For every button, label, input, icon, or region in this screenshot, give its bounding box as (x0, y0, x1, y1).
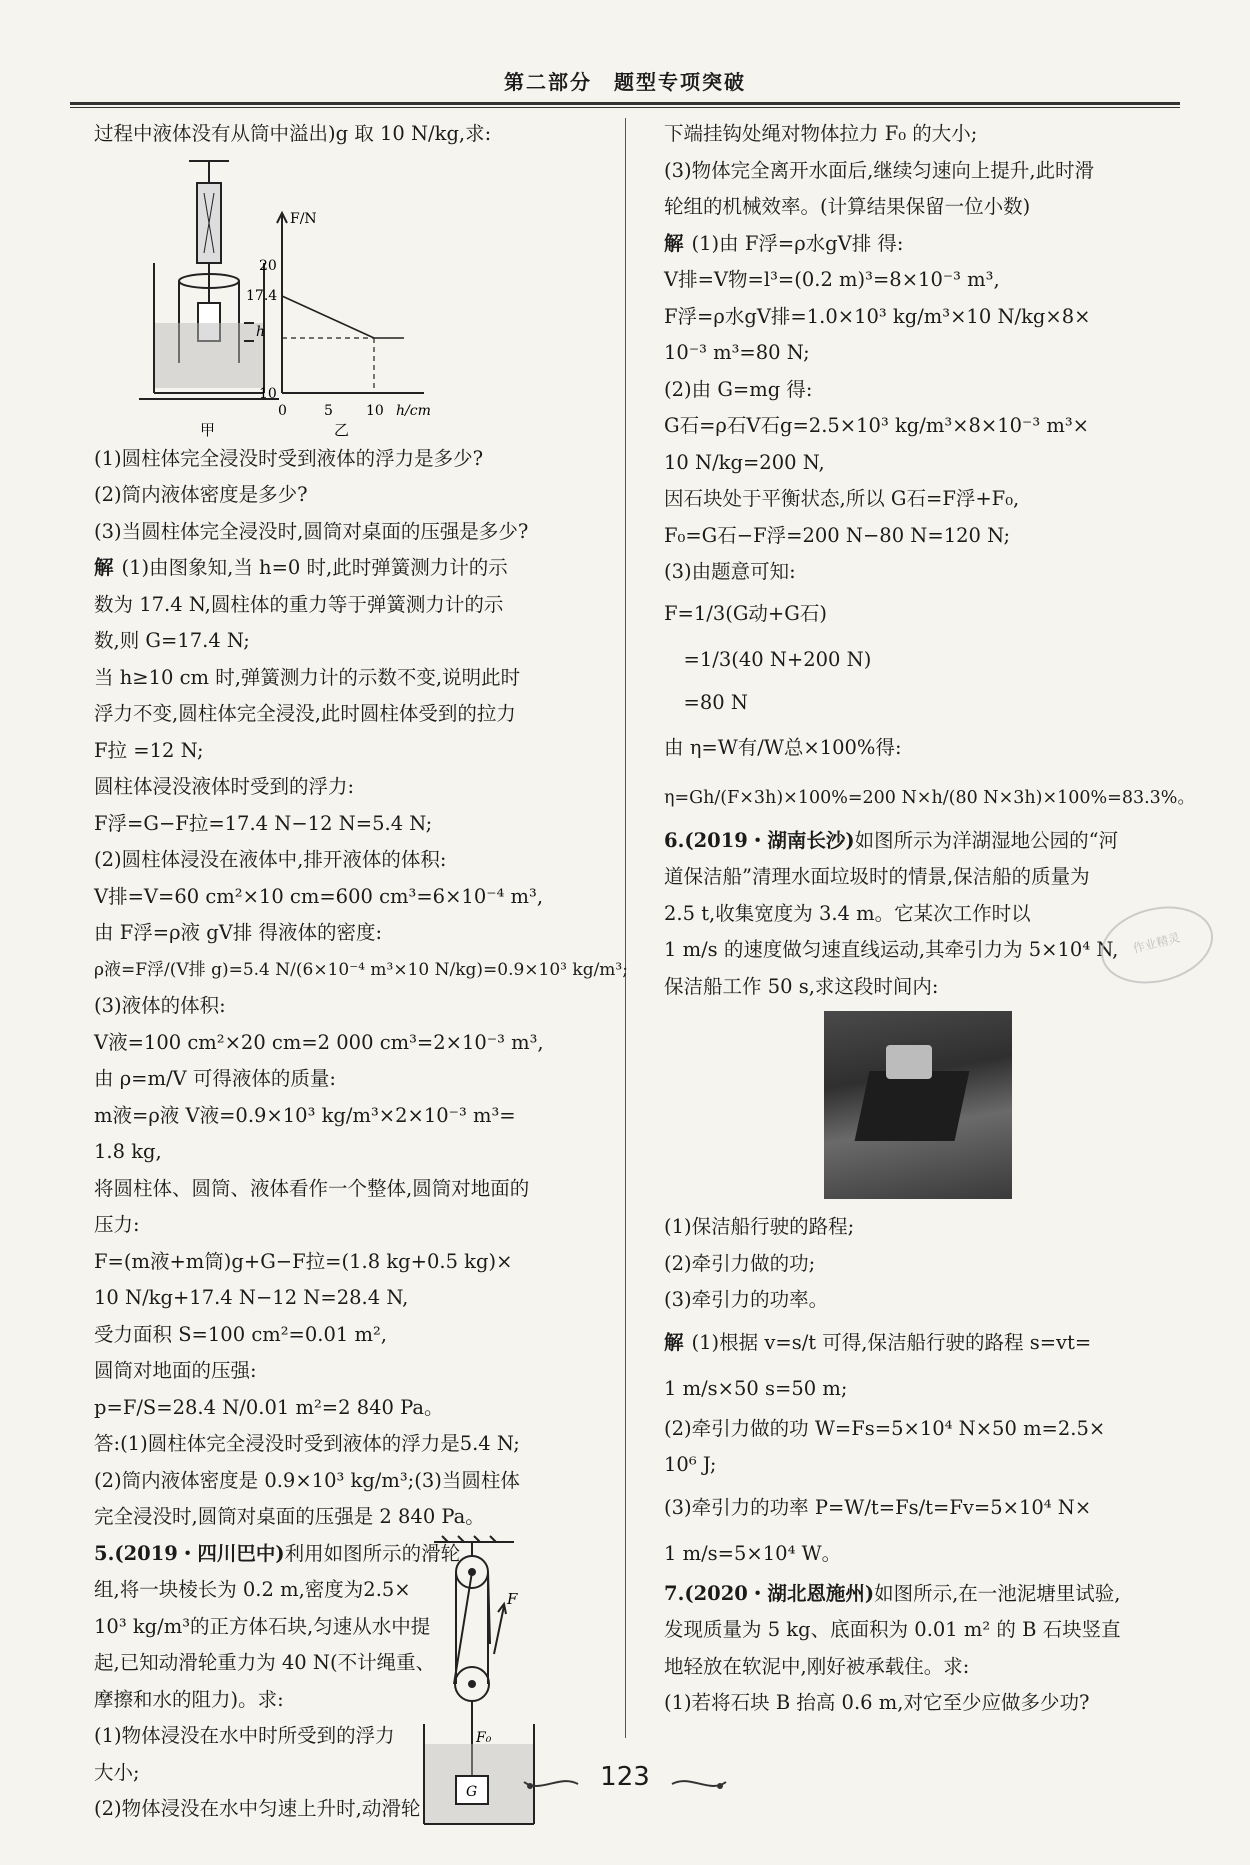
y-tick-20: 20 (259, 257, 277, 274)
q4-solution-line (94, 550, 609, 587)
q6-answer: 1 m/s=5×10⁴ W。 (664, 1541, 842, 1565)
solution-line: F拉 =12 N; (94, 738, 204, 762)
solution-line: 由 ρ=m/V 可得液体的质量: (94, 1067, 336, 1090)
solution-line: 压力: (94, 1213, 140, 1236)
solution-line: m液=ρ液 V液=0.9×10³ kg/m³×2×10⁻³ m³= (94, 1103, 516, 1127)
answer-line: 完全浸没时,圆筒对桌面的压强是 2 840 Pa。 (94, 1505, 485, 1528)
force-f-label: F (507, 1589, 518, 1608)
solution-line: V排=V物=l³=(0.2 m)³=8×10⁻³ m³, (664, 268, 1000, 291)
solution-line: (3)由题意可知: (664, 560, 796, 583)
q6-first-line (664, 823, 1184, 860)
solution-label: 解 (664, 231, 684, 255)
q4-sub2: (2)筒内液体密度是多少? (94, 483, 308, 506)
q5-cont-line: 轮组的机械效率。(计算结果保留一位小数) (664, 195, 1031, 218)
caption-yi: 乙 (334, 420, 350, 439)
x-axis-label: h/cm (396, 402, 431, 419)
q6-question: (1)保洁船行驶的路程; (664, 1215, 855, 1238)
solution-line: η=Gh/(F×3h)×100%=200 N×h/(80 N×3h)×100%=83.3%。 (664, 787, 1195, 808)
answer-line: (2)筒内液体密度是 0.9×10³ kg/m³;(3)当圆柱体 (94, 1468, 520, 1492)
solution-line: F=(m液+m筒)g+G−F拉=(1.8 kg+0.5 kg)× (94, 1249, 513, 1273)
solution-line: 1.8 kg, (94, 1140, 162, 1163)
solution-line: ρ液=F浮/(V排 g)=5.4 N/(6×10⁻⁴ m³×10 N/kg)=0.9×10³ kg/m³; (94, 959, 628, 980)
y-axis-label: F/N (290, 210, 317, 227)
solution-line: 由 F浮=ρ液 gV排 得液体的密度: (94, 921, 383, 944)
solution-line: 10 N/kg+17.4 N−12 N=28.4 N, (94, 1286, 409, 1309)
solution-line: (3)液体的体积: (94, 994, 226, 1017)
solution-line: 数,则 G=17.4 N; (94, 629, 250, 652)
intro-line: 过程中液体没有从筒中溢出)g 取 10 N/kg,求: (94, 122, 492, 145)
x-tick-10: 10 (366, 402, 384, 419)
q5-cont-line: 下端挂钩处绳对物体拉力 F₀ 的大小; (664, 122, 978, 145)
solution-line: 受力面积 S=100 cm²=0.01 m², (94, 1322, 388, 1346)
x-tick-5: 5 (324, 402, 333, 419)
boat-cabin (886, 1045, 932, 1079)
q6-text: 如图所示为洋湖湿地公园的“河 (854, 828, 1119, 852)
q7-line: 发现质量为 5 kg、底面积为 0.01 m² 的 B 石块竖直 (664, 1618, 1121, 1641)
q5-line: 10³ kg/m³的正方体石块,匀速从水中提 (94, 1614, 431, 1638)
q5-line: 大小; (94, 1760, 140, 1784)
q7-text: 如图所示,在一池泥塘里试验, (874, 1581, 1121, 1605)
solution-line: 因石块处于平衡状态,所以 G石=F浮+F₀, (664, 487, 1020, 510)
q6-answer: 1 m/s×50 s=50 m; (664, 1376, 848, 1400)
q7-number: 7. (664, 1581, 685, 1605)
q5-line: (2)物体浸没在水中匀速上升时,动滑轮 (94, 1797, 421, 1820)
page-number: 123 (600, 1762, 650, 1792)
right-ornament-icon (670, 1772, 730, 1796)
q6-number: 6. (664, 828, 685, 852)
q5-text: 利用如图所示的滑轮 (284, 1541, 461, 1565)
solution-line: 10 N/kg=200 N, (664, 450, 825, 474)
solution-line: F浮=G−F拉=17.4 N−12 N=5.4 N; (94, 811, 433, 835)
y-tick-17-4: 17.4 (246, 287, 278, 304)
spring-scale-figure (94, 153, 609, 441)
q5-line: (1)物体浸没在水中时所受到的浮力 (94, 1724, 395, 1747)
cleaning-boat-photo (824, 1011, 1012, 1199)
solution-line: G石=ρ石V石g=2.5×10³ kg/m³×8×10⁻³ m³× (664, 414, 1089, 437)
x-tick-0: 0 (278, 402, 287, 419)
header-rule (70, 102, 1180, 108)
q6-line: 1 m/s 的速度做匀速直线运动,其牵引力为 5×10⁴ N, (664, 938, 1119, 961)
solution-line: p=F/S=28.4 N/0.01 m²=2 840 Pa。 (94, 1395, 444, 1419)
solution-line: (2)由 G=mg 得: (664, 377, 813, 401)
solution-line: F₀=G石−F浮=200 N−80 N=120 N; (664, 523, 1011, 547)
right-column (664, 116, 1195, 1722)
q7-line: (1)若将石块 B 抬高 0.6 m,对它至少应做多少功? (664, 1691, 1090, 1714)
q5-solution-line (664, 226, 1184, 263)
boat-hull (855, 1071, 970, 1141)
answer-line: 答:(1)圆柱体完全浸没时受到液体的浮力是5.4 N; (94, 1432, 520, 1455)
column-divider (625, 118, 626, 1738)
y-tick-10: 10 (259, 385, 277, 402)
solution-text: (1)由 F浮=ρ水gV排 得: (691, 231, 904, 255)
q6-line: 保洁船工作 50 s,求这段时间内: (664, 974, 939, 998)
solution-line: 将圆柱体、圆筒、液体看作一个整体,圆筒对地面的 (94, 1176, 530, 1200)
solution-line: 当 h≥10 cm 时,弹簧测力计的示数不变,说明此时 (94, 665, 521, 689)
q7-first-line (664, 1576, 1184, 1613)
q6-source: (2019・湖南长沙) (684, 828, 855, 852)
solution-line: 圆筒对地面的压强: (94, 1359, 257, 1382)
q6-line: 道保洁船”清理水面垃圾时的情景,保洁船的质量为 (664, 865, 1090, 888)
solution-line: =1/3(40 N+200 N) (664, 647, 872, 671)
page-header: 第二部分 题型专项突破 (504, 70, 746, 94)
caption-jia: 甲 (200, 420, 216, 439)
solution-line: =80 N (664, 690, 748, 714)
solution-line: (2)圆柱体浸没在液体中,排开液体的体积: (94, 848, 447, 871)
q5-line: 组,将一块棱长为 0.2 m,密度为2.5× (94, 1578, 411, 1601)
solution-line: F=1/3(G动+G石) (664, 601, 827, 625)
q6-question: (3)牵引力的功率。 (664, 1288, 829, 1311)
watermark-stamp: 作业精灵 (1093, 895, 1222, 994)
q7-source: (2020・湖北恩施州) (684, 1581, 875, 1605)
solution-label: 解 (664, 1330, 684, 1354)
solution-line: 圆柱体浸没液体时受到的浮力: (94, 775, 355, 798)
q5-number: 5. (94, 1541, 115, 1565)
solution-line: V排=V=60 cm²×10 cm=600 cm³=6×10⁻⁴ m³, (94, 884, 544, 908)
q6-line: 2.5 t,收集宽度为 3.4 m。它某次工作时以 (664, 901, 1031, 925)
solution-label: 解 (94, 556, 114, 579)
force-f0-label: F₀ (476, 1729, 492, 1746)
h-label: h (256, 323, 266, 340)
q6-answer: (3)牵引力的功率 P=W/t=Fs/t=Fv=5×10⁴ N× (664, 1495, 1092, 1519)
q5-source: (2019・四川巴中) (114, 1541, 285, 1565)
stone-g-label: G (466, 1783, 478, 1800)
solution-line: 10⁻³ m³=80 N; (664, 341, 810, 364)
q5-line: 起,已知动滑轮重力为 40 N(不计绳重、 (94, 1651, 436, 1674)
q7-line: 地轻放在软泥中,刚好被承载住。求: (664, 1654, 970, 1678)
solution-line: V液=100 cm²×20 cm=2 000 cm³=2×10⁻³ m³, (94, 1030, 544, 1054)
solution-line: 由 η=W有/W总×100%得: (664, 735, 902, 759)
solution-line: 浮力不变,圆柱体完全浸没,此时圆柱体受到的拉力 (94, 702, 516, 725)
boat-photo-figure (664, 1011, 1184, 1203)
q6-solution-line (664, 1319, 1184, 1367)
q5-line: 摩擦和水的阻力)。求: (94, 1687, 284, 1711)
solution-text: (1)由图象知,当 h=0 时,此时弹簧测力计的示 (121, 556, 508, 579)
q6-answer: (2)牵引力做的功 W=Fs=5×10⁴ N×50 m=2.5× (664, 1416, 1106, 1440)
solution-line: 数为 17.4 N,圆柱体的重力等于弹簧测力计的示 (94, 592, 504, 616)
q4-sub3: (3)当圆柱体完全浸没时,圆筒对桌面的压强是多少? (94, 519, 529, 543)
spring-scale-diagram (94, 153, 609, 441)
q6-answer: 10⁶ J; (664, 1453, 717, 1476)
q5-cont-line: (3)物体完全离开水面后,继续匀速向上提升,此时滑 (664, 158, 1095, 182)
solution-line: F浮=ρ水gV排=1.0×10³ kg/m³×10 N/kg×8× (664, 304, 1091, 328)
q4-sub1: (1)圆柱体完全浸没时受到液体的浮力是多少? (94, 446, 484, 470)
solution-text: (1)根据 v=s/t 可得,保洁船行驶的路程 s=vt= (691, 1330, 1092, 1354)
q6-question: (2)牵引力做的功; (664, 1251, 816, 1275)
